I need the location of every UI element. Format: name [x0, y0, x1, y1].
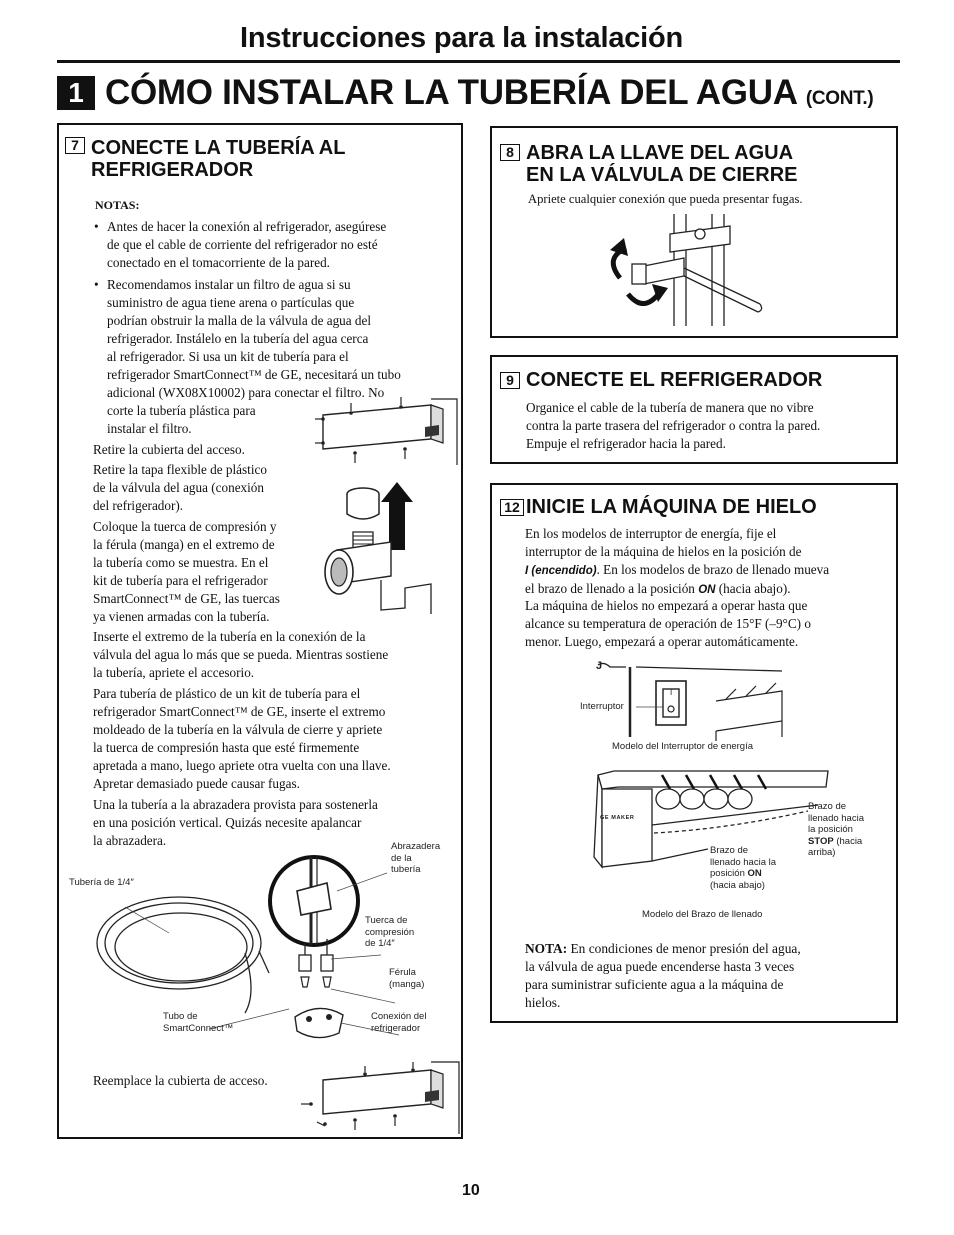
note-2-line: adicional (WX08X10002) para conectar el filtro. No: [107, 385, 385, 400]
label-line: Tubo de: [163, 1011, 198, 1022]
label-line: Tuerca de: [365, 915, 408, 926]
arm-stop-label: [808, 801, 864, 859]
text-line: de la válvula del agua (conexión: [93, 480, 264, 495]
step-8-heading-line-2: EN LA VÁLVULA DE CIERRE: [526, 164, 798, 186]
text-span: (hacia abajo).: [715, 581, 791, 596]
tube-label: Tubería de 1/4″: [69, 877, 134, 888]
power-switch-illustration: [596, 661, 786, 741]
label-span: (hacia: [833, 835, 863, 847]
text-line: Para tubería de plástico de un kit de tubería para el: [93, 686, 361, 701]
text-line: apretada a mano, luego apriete otra vuelta con una llave.: [93, 758, 391, 773]
notes-label: NOTAS:: [95, 198, 140, 212]
switch-label: Interruptor: [580, 701, 624, 712]
label-line: (hacia abajo): [710, 879, 765, 891]
section-title-suffix: (CONT.): [805, 88, 874, 109]
text-line: contra la parte trasera del refrigerador o contra la pared.: [526, 418, 821, 433]
note-label: NOTA:: [525, 941, 568, 956]
section-title-text: CÓMO INSTALAR LA TUBERÍA DEL AGUA: [105, 73, 797, 112]
text-line: la tubería como se muestra. En el: [93, 555, 269, 570]
text-line: alcance su temperatura de operación de 15°F (–9°C) o: [525, 616, 811, 631]
page-number: 10: [462, 1182, 480, 1199]
text-line: la válvula de agua puede encenderse hasta 3 veces: [525, 959, 795, 974]
insert-tube-text: [93, 628, 388, 682]
section-number-badge: 1: [57, 76, 95, 110]
replace-cover-text: Reemplace la cubierta de acceso.: [93, 1073, 268, 1088]
note-2-line: refrigerador SmartConnect™ de GE, necesitará un tubo: [107, 367, 401, 382]
text-line: SmartConnect™ de GE, las tuercas: [93, 591, 280, 606]
step-7-heading-line-1: CONECTE LA TUBERÍA AL: [91, 137, 346, 159]
step-9-text: [526, 399, 820, 453]
note-2-line: al refrigerador. Si usa un kit de tubería para el: [107, 349, 349, 364]
text-line: la férula (manga) en el extremo de: [93, 537, 275, 552]
text-line: para suministrar suficiente agua a la máquina de: [525, 977, 784, 992]
clamp-text: [93, 796, 378, 850]
page-title: Instrucciones para la instalación: [240, 22, 684, 54]
access-cover-illustration: [311, 397, 461, 467]
label-line: Conexión del: [371, 1011, 427, 1022]
step-9-number: 9: [500, 372, 520, 389]
switch-leader-line: [636, 705, 666, 711]
text-line: En los modelos de interruptor de energía, fije el: [525, 526, 777, 541]
section-title: [105, 73, 873, 113]
compression-nut-label: [365, 915, 414, 950]
text-line: del refrigerador).: [93, 498, 184, 513]
note-1-line: de que el cable de corriente del refrigerador no esté: [107, 237, 378, 252]
label-line: Brazo de: [808, 801, 847, 812]
label-line: [710, 868, 776, 880]
shutoff-valve-illustration: [600, 214, 770, 330]
text-line: Una la tubería a la abrazadera provista para sostenerla: [93, 797, 378, 812]
switch-model-caption: Modelo del Interruptor de energía: [612, 741, 754, 752]
arm-on-label: [710, 845, 776, 891]
label-line: tubería: [391, 864, 421, 875]
switch-mark: I: [670, 688, 673, 697]
step-12-text-a: [525, 525, 829, 599]
text-line: en una posición vertical. Quizás necesite apalancar: [93, 815, 362, 830]
note-2-line: suministro de agua tiene arena o partículas que: [107, 295, 355, 310]
step-7-panel: [57, 123, 463, 1139]
smartconnect-tube-label: [163, 1011, 233, 1034]
ferrule-label: [389, 967, 424, 990]
step-9-panel: [490, 355, 898, 464]
note-1-line: • Antes de hacer la conexión al refrigerador, asegúrese: [107, 219, 387, 234]
step-8-number: 8: [500, 144, 520, 161]
on-emphasis: ON: [747, 868, 762, 879]
text-span: En condiciones de menor presión del agua,: [567, 941, 801, 956]
note-2-line: refrigerador. Instálelo en la tubería del agua cerca: [107, 331, 369, 346]
label-line: la posición: [808, 824, 853, 835]
text-line: ya vienen armadas con la tubería.: [93, 609, 270, 624]
step-8-text: Apriete cualquier conexión que pueda presentar fugas.: [528, 192, 803, 206]
step-12-note: [525, 940, 801, 1012]
text-line: refrigerador SmartConnect™ de GE, inserte el extremo: [93, 704, 386, 719]
text-line: [525, 940, 801, 958]
text-line: Organice el cable de la tubería de manera que no vibre: [526, 400, 814, 415]
text-line: la tubería, apriete el accesorio.: [93, 665, 255, 680]
note-1-line: conectado en el tomacorriente de la pared.: [107, 255, 330, 270]
label-line: Brazo de: [710, 845, 749, 856]
label-line: (manga): [389, 978, 425, 990]
label-line: [808, 836, 864, 848]
label-line: compresión: [365, 926, 415, 938]
step-8-heading-line-1: ABRA LA LLAVE DEL AGUA: [526, 142, 794, 164]
step-7-number: 7: [65, 137, 85, 154]
text-line: Coloque la tuerca de compresión y: [93, 519, 277, 534]
label-line: arriba): [808, 847, 836, 858]
note-2-line: podrían obstruir la malla de la válvula de agua del: [107, 313, 372, 328]
text-line: la abrazadera.: [93, 833, 167, 848]
text-line: menor. Luego, empezará a operar automáticamente.: [525, 634, 799, 649]
step-12-number: 12: [500, 499, 524, 516]
text-line: la tuerca de compresión hasta que esté firmemente: [93, 740, 360, 755]
corner-mark: J: [596, 660, 603, 672]
emphasis-on-label: ON: [698, 584, 716, 596]
step-12-text-b: [525, 597, 811, 651]
step-9-heading: CONECTE EL REFRIGERADOR: [526, 369, 823, 391]
step-12-heading: INICIE LA MÁQUINA DE HIELO: [526, 496, 817, 518]
clamp-label: [391, 841, 440, 876]
text-line: válvula del agua lo más que se pueda. Mientras sostiene: [93, 647, 389, 662]
text-span: el brazo de llenado a la posición: [525, 581, 699, 596]
step-12-panel: [490, 483, 898, 1023]
text-line: [525, 561, 829, 580]
label-line: SmartConnect™: [163, 1022, 234, 1034]
label-span: posición: [710, 868, 748, 879]
title-rule: [57, 60, 900, 63]
emphasis-on-label: I (encendido): [525, 565, 597, 577]
replace-cover-illustration: [295, 1060, 465, 1136]
note-2-line: • Recomendamos instalar un filtro de agua si su: [107, 277, 351, 292]
remove-cover-text: Retire la cubierta del acceso.: [93, 442, 245, 457]
label-line: Férula: [389, 967, 416, 978]
step-7-heading-line-2: REFRIGERADOR: [91, 159, 254, 181]
text-line: La máquina de hielos no empezará a operar hasta que: [525, 598, 808, 613]
text-line: Retire la tapa flexible de plástico: [93, 462, 267, 477]
text-line: kit de tubería para el refrigerador: [93, 573, 268, 588]
plastic-tube-text: [93, 685, 391, 793]
note-2-line: instalar el filtro.: [107, 421, 192, 436]
note-2-line: corte la tubería plástica para: [107, 403, 256, 418]
unit-label: GE MAKER: [600, 815, 635, 821]
text-line: Apretar demasiado puede causar fugas.: [93, 776, 300, 791]
text-line: Inserte el extremo de la tubería en la conexión de la: [93, 629, 366, 644]
text-line: moldeado de la tubería en la válvula de cierre y apriete: [93, 722, 383, 737]
step-7-heading: [91, 137, 345, 181]
text-span: . En los modelos de brazo de llenado mueva: [596, 562, 830, 577]
text-line: hielos.: [525, 995, 561, 1010]
text-line: Empuje el refrigerador hacia la pared.: [526, 436, 726, 451]
label-line: Abrazadera: [391, 841, 441, 852]
note-1: [107, 218, 386, 272]
label-line: llenado hacia: [808, 812, 864, 824]
text-line: interruptor de la máquina de hielos en la posición de: [525, 544, 802, 559]
label-line: llenado hacia la: [710, 856, 777, 868]
step-8-heading: [526, 142, 798, 186]
step-8-panel: [490, 126, 898, 338]
label-line: de la: [391, 852, 412, 864]
remove-cap-text: [93, 461, 267, 515]
label-line: refrigerador: [371, 1022, 421, 1034]
valve-cap-illustration: [321, 480, 441, 615]
fridge-connection-label: [371, 1011, 426, 1034]
arm-model-caption: Modelo del Brazo de llenado: [642, 909, 763, 920]
compression-nut-text: [93, 518, 280, 626]
stop-emphasis: STOP: [808, 835, 834, 847]
label-line: de 1/4″: [365, 938, 395, 949]
